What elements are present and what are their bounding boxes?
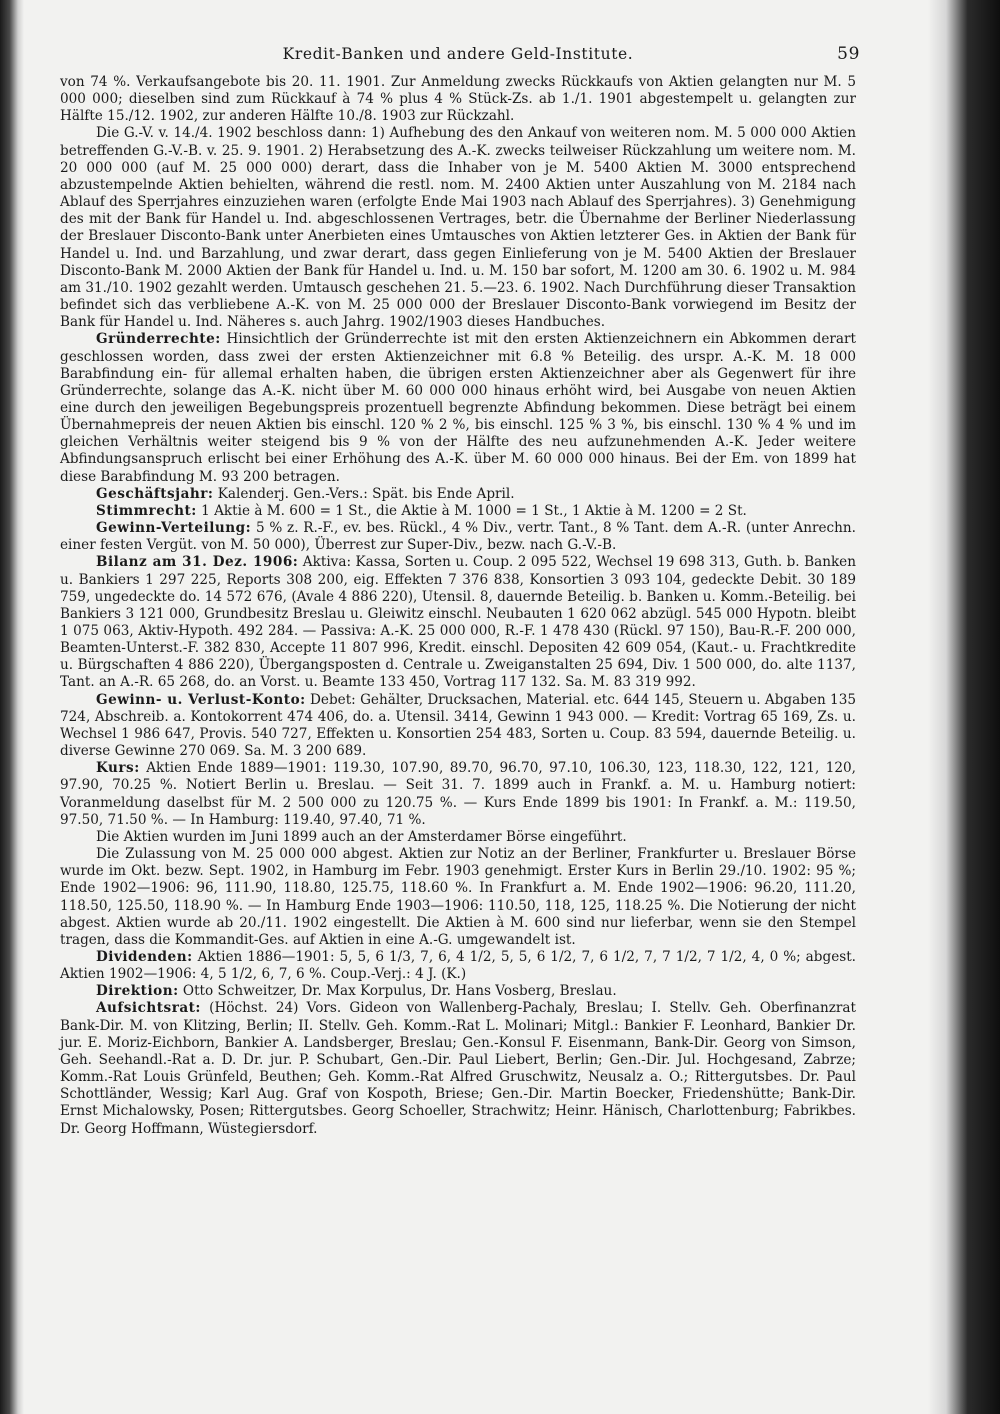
running-header: [60, 34, 860, 74]
paragraph-text: Die Aktien wurden im Juni 1899 auch an der Amsterdamer Börse eingeführt.: [96, 828, 627, 845]
paragraph: [60, 125, 856, 331]
paragraph: [60, 520, 856, 554]
paragraph-text: Aktiva: Kassa, Sorten u. Coup. 2 095 522, Wechsel 19 698 313, Guth. b. Banken u. Bankiers 1 297 225, Reports 308 200, eig. Effekten 7 376 838, Konsortien 3 093 104, gedeckte Debit. 30 189 759, ungedeckte do. 14 572 676, (Avale 4 886 220), Utensil. 8, dauernde Beteilig. b. Banken u. Komm.-Beteilig. bei Bankiers 3 121 000, Grundbesitz Breslau u. Gleiwitz einschl. Neubauten 1 620 062 abzügl. 545 000 Hypotn. bleibt 1 075 063, Aktiv-Hypoth. 492 284. — Passiva: A.-K. 25 000 000, R.-F. 1 478 430 (Rückl. 97 150), Bau-R.-F. 200 000, Beamten-Unterst.-F. 382 830, Accepte 11 807 996, Kredit. einschl. Depositen 42 609 054, (Kaut.- u. Frachtkredite u. Bürgschaften 4 886 220), Übergangsposten d. Centrale u. Zweiganstalten 25 694, Div. 1 500 000, do. alte 1137, Tant. an A.-R. 65 268, do. an Vorst. u. Beamte 133 450, Vortrag 117 132. Sa. M. 83 319 992.: [60, 554, 856, 691]
paragraph: [60, 983, 856, 1000]
paragraph-text: Kalenderj. Gen.-Vers.: Spät. bis Ende April.: [217, 485, 515, 502]
paragraph-text: Aktien 1886—1901: 5, 5, 6 1/3, 7, 6, 4 1/2, 5, 5, 6 1/2, 7, 6 1/2, 7, 7 1/2, 7 1/2, 4, 0 %; abgest. Aktien 1902—1906: 4, 5 1/2, 6, 7, 6 %. Coup.-Verj.: 4 J. (K.): [60, 948, 856, 983]
paragraph: [60, 760, 856, 829]
section-label: Dividenden:: [96, 948, 193, 965]
paragraph: [60, 554, 856, 691]
paragraph: [60, 949, 856, 983]
section-label: Geschäftsjahr:: [96, 485, 214, 502]
paragraph: [60, 692, 856, 761]
paragraph-text: Otto Schweitzer, Dr. Max Korpulus, Dr. Hans Vosberg, Breslau.: [182, 983, 617, 1000]
section-label: Kurs:: [96, 760, 140, 777]
header-title: Kredit-Banken und andere Geld-Institute.: [282, 45, 634, 63]
section-label: Gründerrechte:: [96, 331, 221, 348]
paragraph-text: Aktien Ende 1889—1901: 119.30, 107.90, 89.70, 96.70, 97.10, 106.30, 123, 118.30, 122, 121, 120, 97.90, 70.25 %. Notiert Berlin u. Breslau. — Seit 31. 7. 1899 auch in Frankf. a. M. u. Hamburg notiert: Voranmeldung daselbst für M. 2 500 000 zu 120.75 %. — Kurs Ende 1899 bis 1901: In Frankf. a. M.: 119.50, 97.50, 71.50 %. — In Hamburg: 119.40, 97.40, 71 %.: [60, 760, 856, 828]
scan-edge-left: [0, 0, 24, 1414]
paragraph-text: Hinsichtlich der Gründerrechte ist mit den ersten Aktienzeichnern ein Abkommen derart geschlossen worden, dass zwei der ersten Aktienzeichner mit 6.8 % Beteilig. des urspr. A.-K. M. 18 000 Barabfindung ein- für allemal erhalten haben, die übrigen ersten Aktienzeichner aber als Gegenwert für ihre Gründerrechte, solange das A.-K. nicht über M. 60 000 000 hinaus erhöht wird, bei Ausgabe von neuen Aktien eine durch den jeweiligen Begebungspreis prozentuell begrenzte Abfindung bekommen. Diese beträgt bei einem Übernahmepreis der neuen Aktien bis einschl. 120 % 2 %, bis einschl. 125 % 3 %, bis einschl. 130 % 4 % und im gleichen Verhältnis weiter steigend bis 9 % von der Hälfte des neu aufzunehmenden A.-K. Jeder weitere Abfindungsanspruch erlischt bei einer Erhöhung des A.-K. über M. 60 000 000 hinaus. Bei der Em. von 1899 hat diese Barabfindung M. 93 200 betragen.: [60, 331, 856, 485]
paragraph-text: Die G.-V. v. 14./4. 1902 beschloss dann: 1) Aufhebung des den Ankauf von weiteren nom. M. 5 000 000 Aktien betreffenden G.-V.-B. v. 25. 9. 1901. 2) Herabsetzung des A.-K. zwecks teilweiser Rückzahlung um weitere nom. M. 20 000 000 (auf M. 25 000 000) derart, dass die Inhaber von je M. 5400 Aktien M. 3000 entsprechend abzustempelnde Aktien behielten, während die restl. nom. M. 2400 Aktien unter Auszahlung von M. 2184 nach Ablauf des Sperrjahres einzuziehen waren (erfolgte Ende Mai 1903 nach Ablauf des Sperrjahres). 3) Genehmigung des mit der Bank für Handel u. Ind. abgeschlossenen Vertrages, betr. die Übernahme der Berliner Niederlassung der Breslauer Disconto-Bank unter Anerbieten eines Umtausches von Aktien letzterer Ges. in Aktien der Bank für Handel u. Ind. und Barzahlung, und zwar derart, dass gegen Einlieferung von je M. 5400 Aktien der Breslauer Disconto-Bank M. 2000 Aktien der Bank für Handel u. Ind. u. M. 150 bar sofort, M. 1200 am 30. 6. 1902 u. M. 984 am 31./10. 1902 gezahlt werden. Umtausch geschehen 21. 5.—23. 6. 1902. Nach Durchführung dieser Transaktion befindet sich das verbliebene A.-K. von M. 25 000 000 der Breslauer Disconto-Bank vorwiegend im Besitz der Bank für Handel u. Ind. Näheres s. auch Jahrg. 1902/1903 dieses Handbuches.: [60, 125, 856, 331]
body-text: [60, 74, 856, 1138]
page-number: 59: [837, 44, 860, 64]
section-label: Aufsichtsrat:: [96, 1000, 201, 1017]
section-label: Direktion:: [96, 983, 179, 1000]
paragraph: [60, 486, 856, 503]
scan-edge-right: [928, 0, 1000, 1414]
paragraph: [60, 331, 856, 485]
paragraph: [60, 846, 856, 949]
paragraph: [60, 829, 856, 846]
section-label: Gewinn- u. Verlust-Konto:: [96, 691, 306, 708]
paragraph-text: (Höchst. 24) Vors. Gideon von Wallenberg-Pachaly, Breslau; I. Stellv. Geh. Oberfinanzrat Bank-Dir. M. von Klitzing, Berlin; II. Stellv. Geh. Komm.-Rat L. Molinari; Mitgl.: Bankier F. Leonhard, Bankier Dr. jur. E. Moriz-Eichborn, Bankier A. Landsberger, Breslau; Gen.-Konsul F. Eisenmann, Bank-Dir. Georg von Simson, Geh. Seehandl.-Rat a. D. Dr. jur. P. Schubart, Gen.-Dir. Paul Liebert, Berlin; Gen.-Dir. Jul. Hochgesand, Zabrze; Komm.-Rat Louis Grünfeld, Beuthen; Geh. Komm.-Rat Alfred Gruschwitz, Neusalz a. O.; Rittergutsbes. Dr. Paul Schottländer, Wessig; Karl Aug. Graf von Kospoth, Briese; Gen.-Dir. Martin Boecker, Friedenshütte; Bank-Dir. Ernst Michalowsky, Posen; Rittergutsbes. Georg Schoeller, Strachwitz; Heinr. Hänisch, Charlottenburg; Fabrikbes. Dr. Georg Hoffmann, Wüstegiersdorf.: [60, 1000, 856, 1137]
paragraph: [60, 503, 856, 520]
paragraph-text: Debet: Gehälter, Drucksachen, Material. etc. 644 145, Steuern u. Abgaben 135 724, Abschreib. a. Kontokorrent 474 406, do. a. Utensil. 3414, Gewinn 1 943 000. — Kredit: Vortrag 65 169, Zs. u. Wechsel 1 986 647, Provis. 540 727, Effekten u. Konsortien 254 483, Sorten u. Coup. 83 594, dauernde Beteilig. u. diverse Gewinne 270 069. Sa. M. 3 200 689.: [60, 691, 857, 760]
paragraph-text: Die Zulassung von M. 25 000 000 abgest. Aktien zur Notiz an der Berliner, Frankfurter u. Breslauer Börse wurde im Okt. bezw. Sept. 1902, in Hamburg im Febr. 1903 genehmigt. Erster Kurs in Berlin 29./10. 1902: 95 %; Ende 1902—1906: 96, 111.90, 118.80, 125.75, 118.60 %. In Frankfurt a. M. Ende 1902—1906: 96.20, 111.20, 118.50, 125.50, 118.90 %. — In Hamburg Ende 1903—1906: 110.50, 118, 125, 118.25 %. Die Notierung der nicht abgest. Aktien wurde ab 20./11. 1902 eingestellt. Die Aktien à M. 600 sind nur lieferbar, wenn sie den Stempel tragen, dass die Kommandit-Ges. auf Aktien in eine A.-G. umgewandelt ist.: [60, 846, 856, 948]
paragraph-text: 5 % z. R.-F., ev. bes. Rückl., 4 % Div., vertr. Tant., 8 % Tant. dem A.-R. (unter Anrechn. einer festen Vergüt. von M. 50 000), Überrest zur Super-Div., bezw. nach G.-V.-B.: [60, 520, 856, 554]
paragraph: [60, 1000, 856, 1137]
section-label: Stimmrecht:: [96, 502, 197, 519]
section-label: Bilanz am 31. Dez. 1906:: [96, 554, 299, 571]
paragraph-text: 1 Aktie à M. 600 = 1 St., die Aktie à M. 1000 = 1 St., 1 Aktie à M. 1200 = 2 St.: [201, 502, 747, 519]
paragraph: [60, 74, 856, 125]
document-page: [60, 34, 860, 1138]
section-label: Gewinn-Verteilung:: [96, 520, 252, 537]
paragraph-text: von 74 %. Verkaufsangebote bis 20. 11. 1901. Zur Anmeldung zwecks Rückkaufs von Aktien gelangten nur M. 5 000 000; dieselben sind zum Rückkauf à 74 % plus 4 % Stück-Zs. ab 1./1. 1901 abgestempelt u. gelangten zur Hälfte 15./12. 1902, zur anderen Hälfte 10./8. 1903 zur Rückzahl.: [60, 74, 856, 125]
